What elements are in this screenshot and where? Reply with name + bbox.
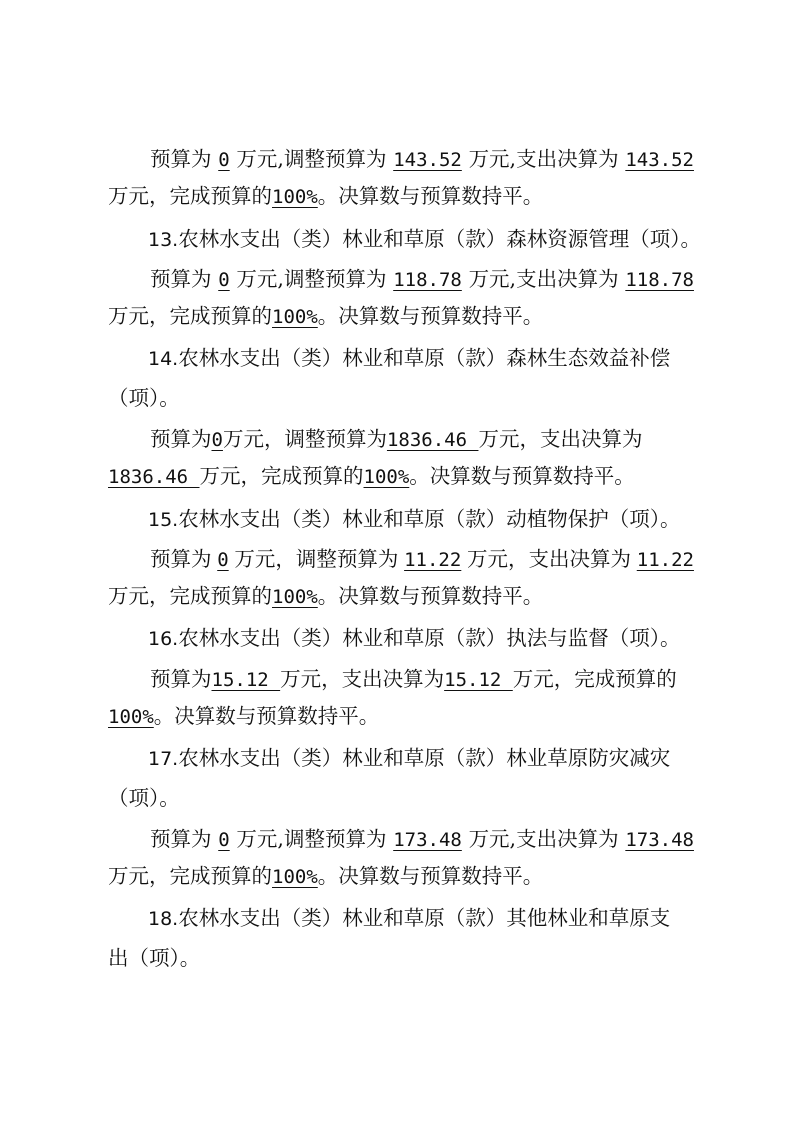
text-run: 农林水支出（类）林业和草原（款）其他林业和草原支 — [178, 906, 671, 930]
underlined-value: 100% — [272, 586, 318, 608]
body-text-line — [150, 145, 694, 173]
text-run: 万元,支出决算为 — [468, 827, 619, 851]
body-text-line — [150, 425, 642, 453]
underlined-value: 100% — [272, 186, 318, 208]
text-run: 预算为 — [150, 147, 212, 171]
text-run: 万元,支出决算为 — [468, 267, 619, 291]
text-run: 。决算数与预算数持平。 — [317, 584, 544, 608]
section-heading-line — [148, 225, 701, 253]
text-run: 万元，支出决算为 — [478, 427, 643, 451]
item-number: 18. — [148, 908, 179, 930]
text-run: 。决算数与预算数持平。 — [317, 304, 544, 328]
underlined-value: 100% — [272, 306, 318, 328]
text-run: 。决算数与预算数持平。 — [153, 704, 380, 728]
underlined-value: 0 — [218, 149, 230, 171]
section-heading-line — [148, 744, 670, 772]
body-text-line — [108, 862, 543, 890]
body-text-line — [108, 582, 543, 610]
text-run: 万元，调整预算为 — [234, 547, 399, 571]
underlined-value: 143.52 — [625, 149, 694, 171]
text-run: 万元，完成预算的 — [108, 864, 272, 888]
text-run: 万元，完成预算的 — [199, 464, 364, 488]
underlined-value: 143.52 — [393, 149, 462, 171]
text-run: 农林水支出（类）林业和草原（款）执法与监督（项）。 — [178, 626, 681, 650]
text-run: 万元,调整预算为 — [236, 147, 387, 171]
underlined-value: 1836.46 — [108, 466, 200, 488]
item-number: 14. — [148, 348, 179, 370]
text-run: 万元，支出决算为 — [467, 547, 632, 571]
body-text-line — [108, 462, 635, 490]
underlined-value: 15.12 — [444, 669, 513, 691]
text-run: 万元，完成预算的 — [512, 667, 677, 691]
text-run: （项）。 — [108, 786, 180, 810]
body-text-line — [150, 265, 694, 293]
underlined-value: 118.78 — [393, 269, 462, 291]
text-run: 万元，完成预算的 — [108, 584, 272, 608]
underlined-value: 0 — [211, 429, 223, 451]
body-text-line — [150, 825, 694, 853]
text-run: 万元，完成预算的 — [108, 304, 272, 328]
text-run: 万元,支出决算为 — [468, 147, 619, 171]
text-run: 预算为 — [150, 827, 212, 851]
underlined-value: 118.78 — [625, 269, 694, 291]
underlined-value: 0 — [218, 269, 230, 291]
text-run: 出（项）。 — [108, 946, 201, 970]
underlined-value: 11.22 — [404, 549, 462, 571]
item-number: 16. — [148, 628, 179, 650]
text-run: 。决算数与预算数持平。 — [317, 184, 544, 208]
text-run: （项）。 — [108, 386, 180, 410]
text-run: 预算为 — [150, 667, 212, 691]
text-run: 预算为 — [150, 427, 212, 451]
body-text-line — [108, 944, 200, 972]
text-run: 万元，调整预算为 — [222, 427, 387, 451]
item-number: 13. — [148, 229, 179, 251]
item-number: 17. — [148, 748, 179, 770]
body-text-line — [108, 182, 543, 210]
text-run: 农林水支出（类）林业和草原（款）森林生态效益补偿 — [178, 346, 671, 370]
text-run: 。决算数与预算数持平。 — [317, 864, 544, 888]
text-run: 万元，支出决算为 — [280, 667, 445, 691]
text-run: 农林水支出（类）林业和草原（款）林业草原防灾减灾 — [178, 746, 671, 770]
underlined-value: 11.22 — [636, 549, 694, 571]
text-run: 农林水支出（类）林业和草原（款）动植物保护（项）。 — [178, 507, 681, 531]
text-run: 万元,调整预算为 — [236, 267, 387, 291]
text-run: 。决算数与预算数持平。 — [409, 464, 635, 488]
underlined-value: 173.48 — [393, 829, 462, 851]
text-run: 万元，完成预算的 — [108, 184, 272, 208]
body-text-line — [150, 545, 694, 573]
text-run: 预算为 — [150, 547, 212, 571]
section-heading-line — [148, 344, 670, 372]
underlined-value: 100% — [272, 866, 318, 888]
underlined-value: 100% — [363, 466, 410, 488]
section-heading-line — [148, 904, 670, 932]
underlined-value: 0 — [218, 829, 230, 851]
section-heading-line — [148, 624, 680, 652]
section-heading-line — [148, 505, 680, 533]
text-run: 万元,调整预算为 — [236, 827, 387, 851]
underlined-value: 15.12 — [211, 669, 281, 691]
body-text-line — [108, 702, 379, 730]
underlined-value: 173.48 — [625, 829, 694, 851]
body-text-line — [108, 302, 543, 330]
underlined-value: 1836.46 — [386, 429, 479, 451]
underlined-value: 100% — [108, 706, 154, 728]
text-run: 农林水支出（类）林业和草原（款）森林资源管理（项）。 — [178, 227, 701, 251]
text-run: 预算为 — [150, 267, 212, 291]
body-text-line — [150, 665, 677, 693]
body-text-line — [108, 384, 180, 412]
underlined-value: 0 — [217, 549, 229, 571]
item-number: 15. — [148, 509, 179, 531]
body-text-line — [108, 784, 180, 812]
